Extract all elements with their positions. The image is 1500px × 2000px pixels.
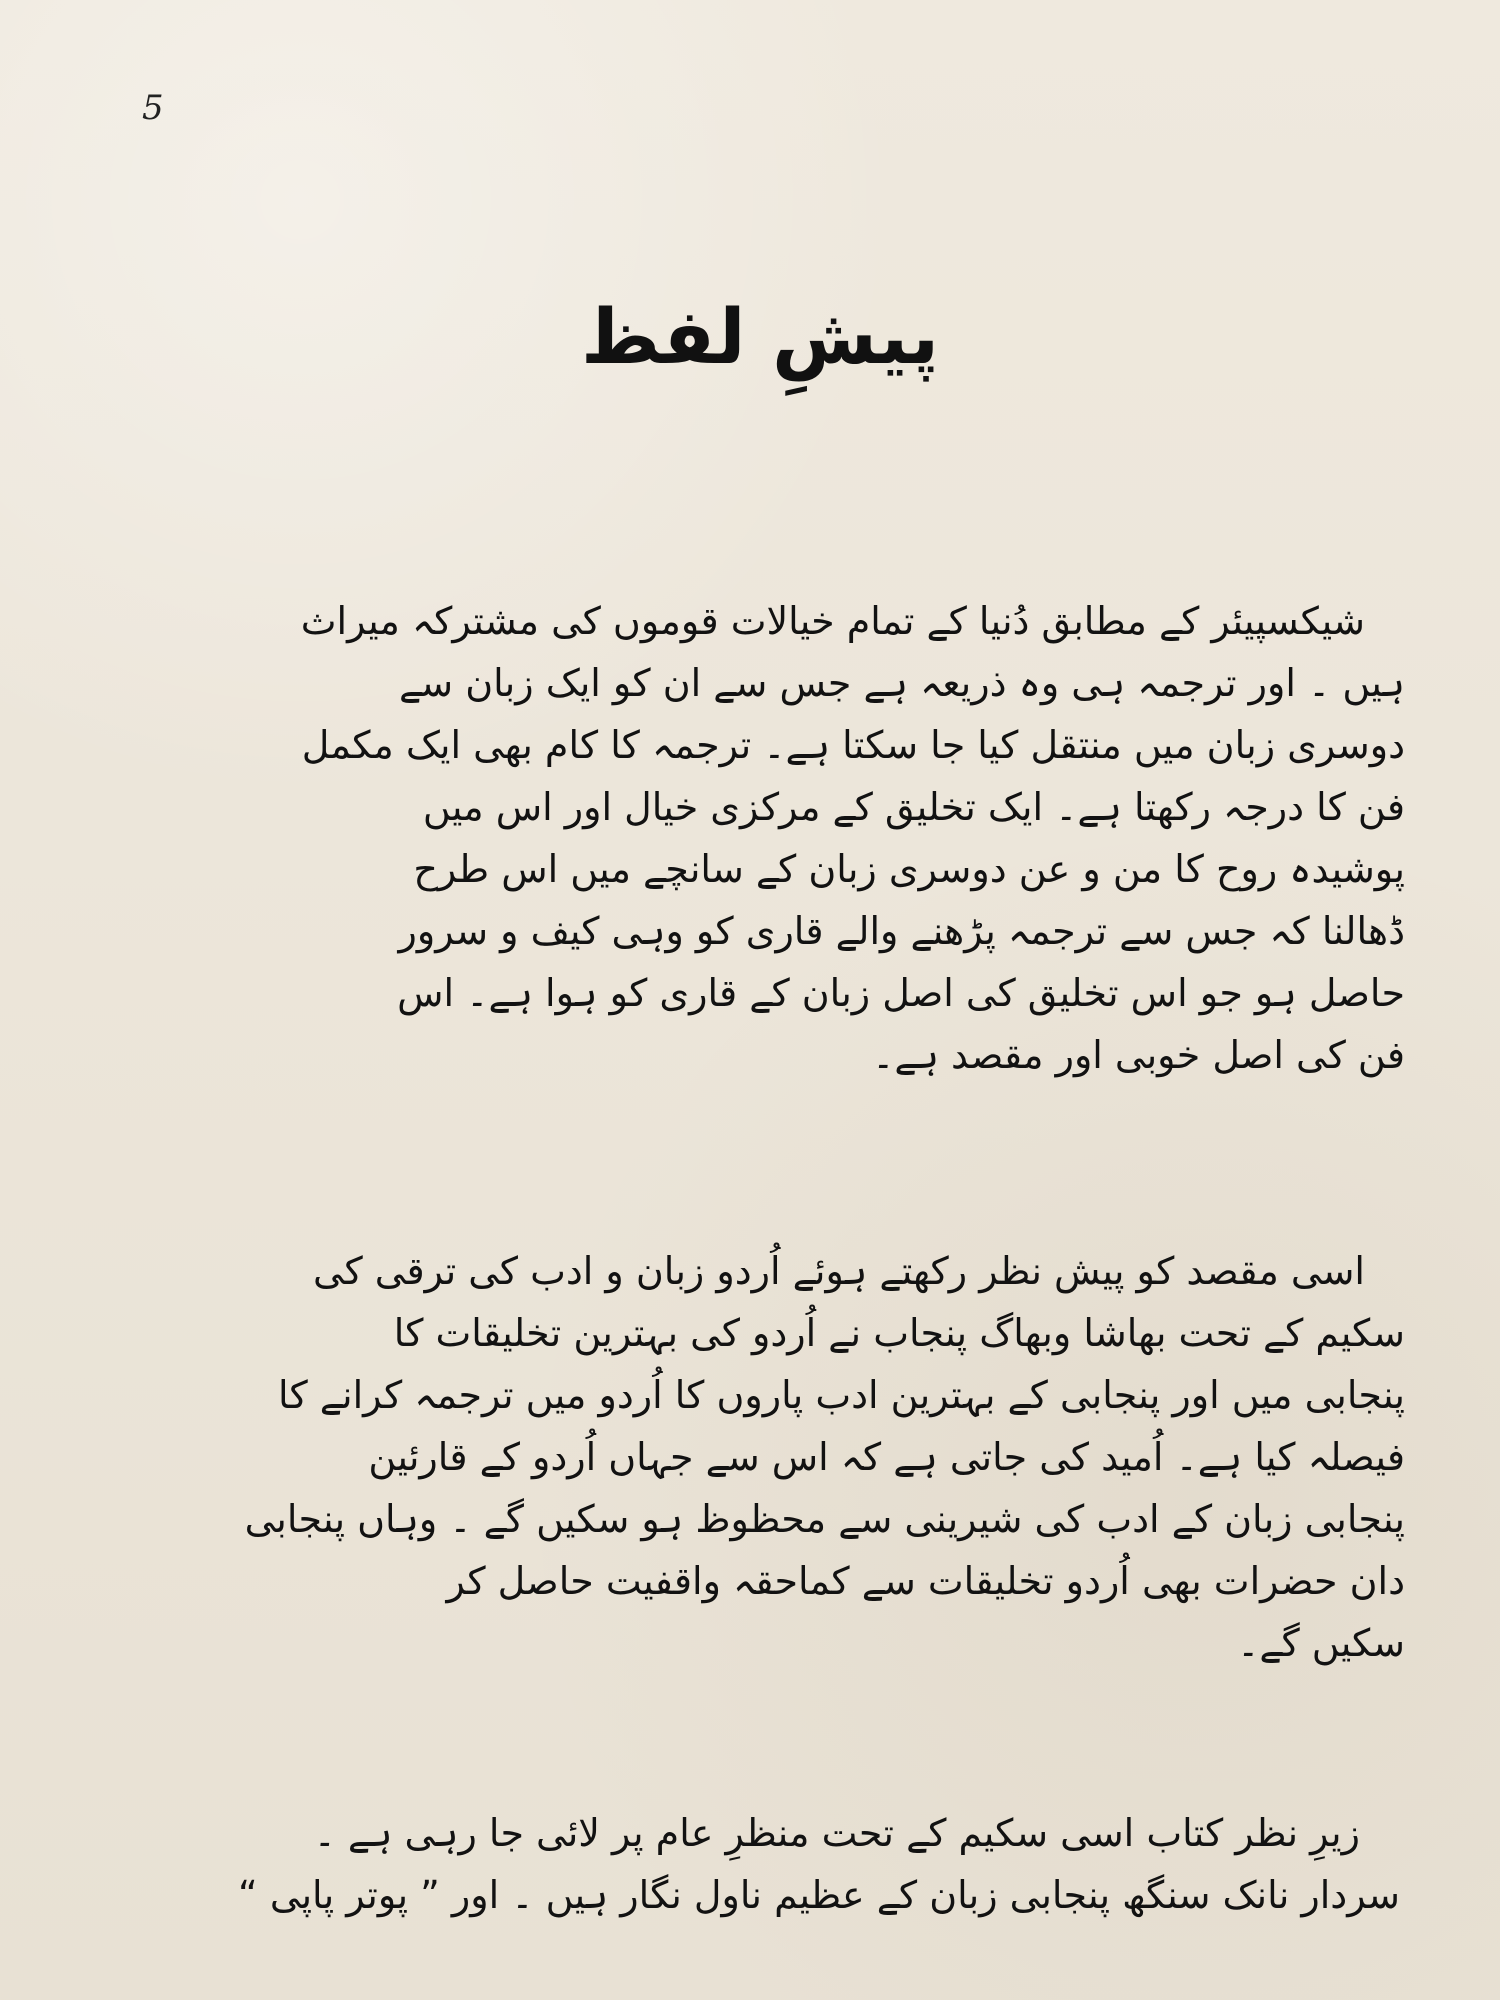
paragraph-2-line-6: دان حضرات بھی اُردو تخلیقات سے کماحقہ واقفیت حاصل کر	[446, 1559, 1405, 1603]
paragraph-3-line-1: زیرِ نظر کتاب اسی سکیم کے تحت منظرِ عام پر لائی جا رہی ہے ۔	[313, 1811, 1360, 1855]
paragraph-1	[95, 590, 1405, 1086]
paragraph-1-line-6: ڈھالنا کہ جس سے ترجمہ پڑھنے والے قاری کو وہی کیف و سرور	[398, 909, 1405, 953]
paragraph-1-line-3: دوسری زبان میں منتقل کیا جا سکتا ہے۔ ترجمہ کا کام بھی ایک مکمل	[301, 723, 1405, 767]
paragraph-1-line-8: فن کی اصل خوبی اور مقصد ہے۔	[872, 1033, 1405, 1077]
paragraph-2-line-1: اسی مقصد کو پیش نظر رکھتے ہوئے اُردو زبان و ادب کی ترقی کی	[312, 1249, 1365, 1293]
paragraph-3	[100, 1802, 1400, 1926]
paragraph-2	[95, 1240, 1405, 1674]
paragraph-1-line-1: شیکسپیئر کے مطابق دُنیا کے تمام خیالات قوموں کی مشترکہ میراث	[300, 599, 1365, 643]
paragraph-1-line-4: فن کا درجہ رکھتا ہے۔ ایک تخلیق کے مرکزی خیال اور اس میں	[422, 785, 1405, 829]
paragraph-2-line-4: فیصلہ کیا ہے۔ اُمید کی جاتی ہے کہ اس سے جہاں اُردو کے قارئین	[368, 1435, 1405, 1479]
paragraph-2-line-5: پنجابی زبان کے ادب کی شیرینی سے محظوظ ہو سکیں گے ۔ وہاں پنجابی	[244, 1497, 1405, 1541]
paragraph-2-line-7: سکیں گے۔	[1237, 1621, 1405, 1665]
paragraph-1-line-2: ہیں ۔ اور ترجمہ ہی وہ ذریعہ ہے جس سے ان کو ایک زبان سے	[399, 661, 1405, 705]
paragraph-1-line-7: حاصل ہو جو اس تخلیق کی اصل زبان کے قاری کو ہوا ہے۔ اس	[397, 971, 1405, 1015]
paragraph-3-line-2: سردار نانک سنگھ پنجابی زبان کے عظیم ناول نگار ہیں ۔ اور ” پوتر پاپی “	[238, 1873, 1400, 1917]
page-title: پیشِ لفظ	[580, 292, 940, 381]
paragraph-2-line-3: پنجابی میں اور پنجابی کے بہترین ادب پاروں کا اُردو میں ترجمہ کرانے کا	[278, 1373, 1405, 1417]
paragraph-2-line-2: سکیم کے تحت بھاشا وبھاگ پنجاب نے اُردو کی بہترین تخلیقات کا	[393, 1311, 1405, 1355]
page-number: 5	[142, 88, 164, 128]
paragraph-1-line-5: پوشیدہ روح کا من و عن دوسری زبان کے سانچے میں اس طرح	[413, 847, 1405, 891]
